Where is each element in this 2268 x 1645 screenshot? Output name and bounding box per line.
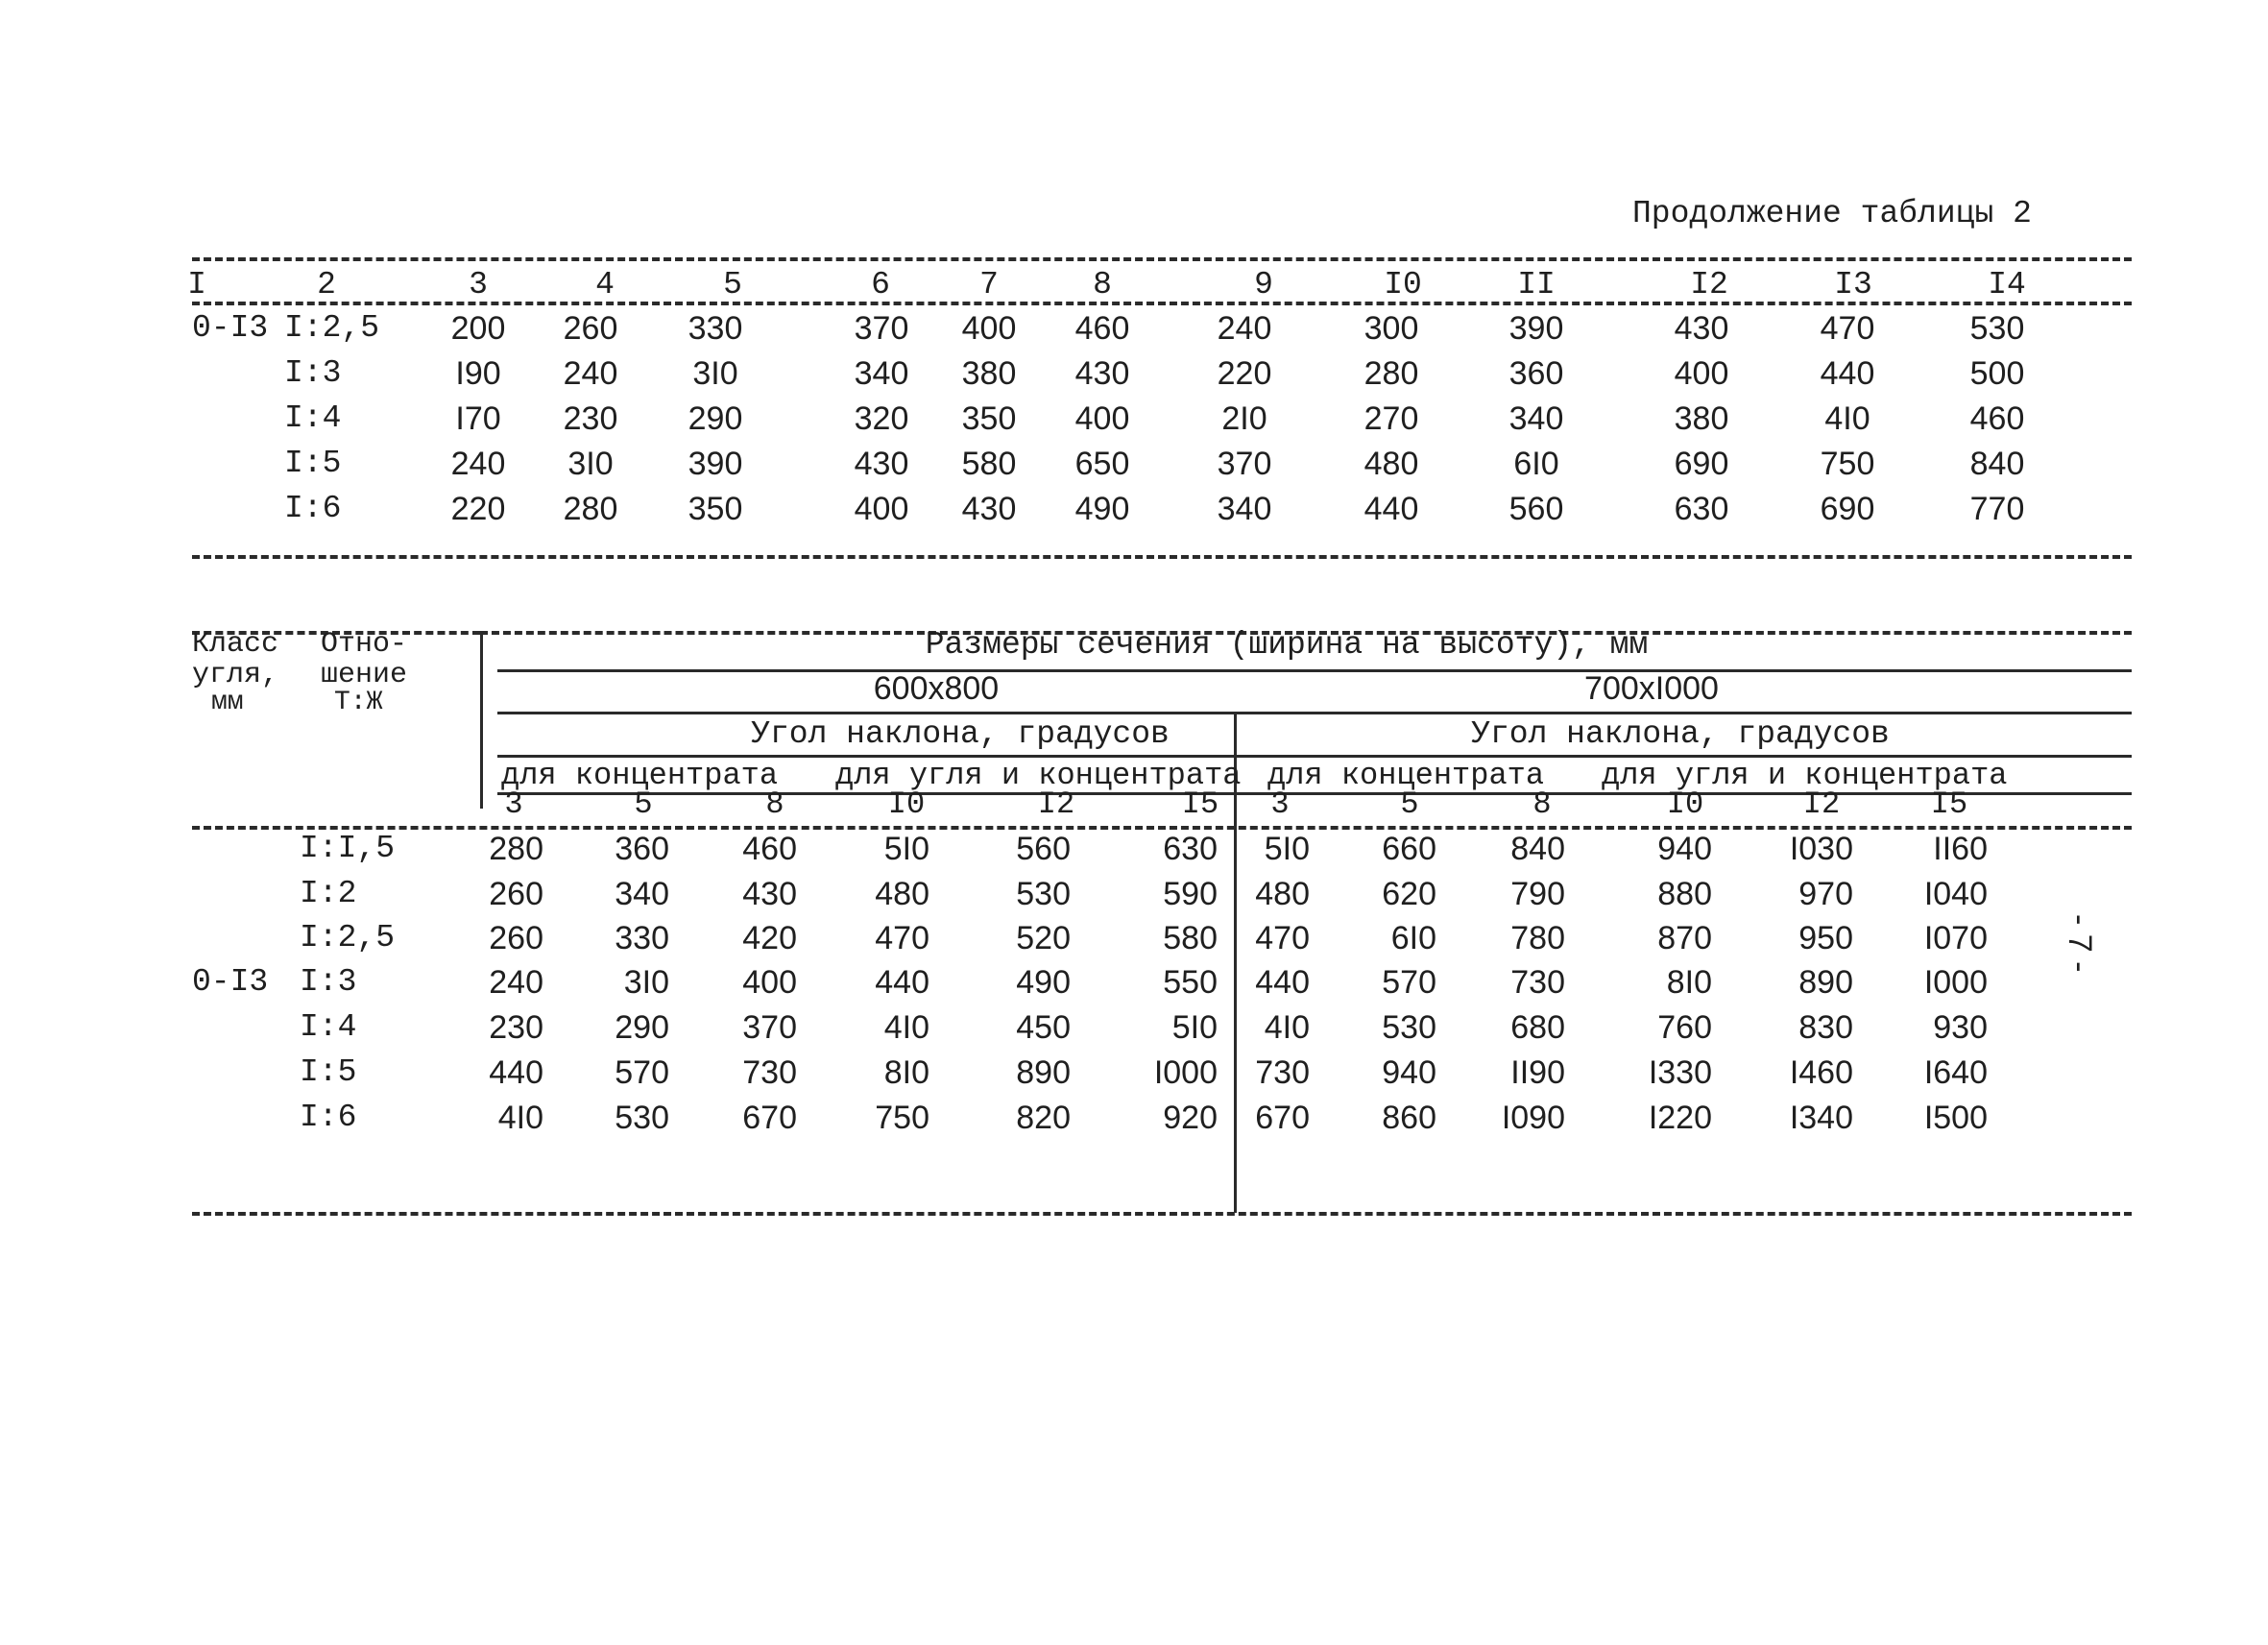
head-class-line1: Класс (192, 628, 279, 661)
col-number: 3 (469, 267, 488, 302)
table-cell: I70 (455, 400, 501, 437)
group-rule (497, 792, 2132, 795)
table-cell: 380 (961, 355, 1017, 392)
table-cell: 280 (1363, 355, 1419, 392)
table-cell: 6I0 (1390, 920, 1436, 956)
continuation-title: Продолжение таблицы 2 (1632, 196, 2032, 231)
table-cell: I500 (1923, 1100, 1988, 1136)
angle-value: I2 (1037, 786, 1075, 822)
table-cell: 330 (688, 310, 743, 347)
table-cell: 440 (489, 1054, 543, 1091)
table-cell: 660 (1382, 831, 1436, 867)
table-cell: I330 (1648, 1054, 1712, 1091)
table-cell: 280 (563, 491, 618, 527)
angle-value: 5 (1400, 786, 1419, 822)
angle-value: I0 (887, 786, 926, 822)
table-cell: 330 (615, 920, 669, 956)
table-cell: 730 (1510, 964, 1565, 1001)
table-cell: 890 (1016, 1054, 1071, 1091)
table-cell: 860 (1382, 1100, 1436, 1136)
angle-value: 8 (765, 786, 784, 822)
table-cell: I000 (1923, 964, 1988, 1001)
ratio-label: I:4 (300, 1009, 357, 1045)
table-cell: I000 (1153, 1054, 1218, 1091)
head-ratio-line3: Т:Ж (334, 688, 383, 717)
table-cell: 670 (1255, 1100, 1310, 1136)
col-number: 9 (1254, 267, 1273, 302)
ratio-label: I:5 (300, 1054, 357, 1090)
table-cell: 490 (1074, 491, 1130, 527)
col-number: 6 (871, 267, 890, 302)
col-number: I3 (1834, 267, 1872, 302)
table-cell: 620 (1382, 876, 1436, 912)
col-number: 8 (1093, 267, 1112, 302)
conc-label-600: для концентрата (501, 758, 779, 793)
table-cell: 750 (875, 1100, 929, 1136)
table-cell: 630 (1674, 491, 1729, 527)
table-cell: 470 (875, 920, 929, 956)
col-number: 5 (723, 267, 742, 302)
table-cell: 340 (1217, 491, 1272, 527)
table-cell: II60 (1933, 831, 1988, 867)
angle-600: Угол наклона, градусов (751, 716, 1170, 752)
angle-value: 3 (504, 786, 523, 822)
table-cell: 200 (450, 310, 506, 347)
ratio-label: I:4 (284, 400, 342, 436)
table-cell: 840 (1969, 446, 2025, 482)
col-number: 4 (595, 267, 615, 302)
table-cell: 530 (1969, 310, 2025, 347)
ratio-label: I:3 (284, 355, 342, 391)
ratio-label: I:2 (300, 876, 357, 911)
sizes-rule (497, 669, 2132, 672)
col-number: I0 (1384, 267, 1422, 302)
table-cell: 890 (1798, 964, 1853, 1001)
table-cell: 320 (854, 400, 909, 437)
table-cell: 230 (489, 1009, 543, 1046)
table-cell: 460 (1969, 400, 2025, 437)
table-cell: 630 (1163, 831, 1218, 867)
table-cell: 430 (854, 446, 909, 482)
angle-value: I2 (1802, 786, 1841, 822)
table-cell: 780 (1510, 920, 1565, 956)
class-label: 0-I3 (192, 964, 269, 1000)
table-cell: 750 (1820, 446, 1875, 482)
table-cell: 690 (1820, 491, 1875, 527)
table-cell: 4I0 (497, 1100, 543, 1136)
table-cell: 530 (1382, 1009, 1436, 1046)
ratio-label: I:5 (284, 446, 342, 481)
table-cell: I460 (1789, 1054, 1853, 1091)
table-cell: 770 (1969, 491, 2025, 527)
table-cell: 5I0 (1264, 831, 1310, 867)
table-cell: I90 (455, 355, 501, 392)
table-cell: 290 (688, 400, 743, 437)
col-number: I4 (1988, 267, 2026, 302)
table-cell: 340 (854, 355, 909, 392)
table-cell: 820 (1016, 1100, 1071, 1136)
table-cell: 400 (854, 491, 909, 527)
table-cell: 5I0 (883, 831, 929, 867)
table-cell: 930 (1933, 1009, 1988, 1046)
table-cell: 790 (1510, 876, 1565, 912)
size-700x1000: 700xI000 (1584, 670, 1719, 707)
table-cell: 460 (742, 831, 797, 867)
table-cell: 350 (961, 400, 1017, 437)
table-cell: 680 (1510, 1009, 1565, 1046)
table-cell: 440 (1255, 964, 1310, 1001)
table1-bottom-rule (192, 555, 2132, 559)
table-cell: 4I0 (1824, 400, 1870, 437)
ratio-label: I:2,5 (300, 920, 396, 956)
table-cell: 420 (742, 920, 797, 956)
table-cell: 340 (615, 876, 669, 912)
table-cell: 4I0 (1264, 1009, 1310, 1046)
table-cell: 2I0 (1221, 400, 1267, 437)
table-cell: 730 (742, 1054, 797, 1091)
table-cell: 480 (1255, 876, 1310, 912)
table-cell: 220 (1217, 355, 1272, 392)
table-cell: 340 (1508, 400, 1564, 437)
table-cell: 670 (742, 1100, 797, 1136)
col-number: 2 (317, 267, 336, 302)
table-cell: 530 (615, 1100, 669, 1136)
size-600x800: 600x800 (873, 670, 1000, 707)
table-cell: 730 (1255, 1054, 1310, 1091)
table-cell: 290 (615, 1009, 669, 1046)
table-cell: 870 (1657, 920, 1712, 956)
table-cell: 950 (1798, 920, 1853, 956)
table-cell: 370 (1217, 446, 1272, 482)
table-cell: 240 (450, 446, 506, 482)
table-cell: 840 (1510, 831, 1565, 867)
table-cell: 440 (1363, 491, 1419, 527)
table-cell: 240 (1217, 310, 1272, 347)
table-cell: 430 (742, 876, 797, 912)
ratio-label: I:2,5 (284, 310, 380, 346)
coal-label-600: для угля и концентрата (835, 758, 1242, 793)
table-cell: 400 (961, 310, 1017, 347)
table-cell: 390 (1508, 310, 1564, 347)
table-cell: 260 (489, 876, 543, 912)
table-cell: 350 (688, 491, 743, 527)
ratio-label: I:3 (300, 964, 357, 1000)
table-cell: I040 (1923, 876, 1988, 912)
table2-bottom-rule (192, 1212, 2132, 1216)
table-cell: 450 (1016, 1009, 1071, 1046)
table-cell: 440 (1820, 355, 1875, 392)
size-rule (497, 712, 2132, 714)
col-number: I (187, 267, 206, 302)
conc-label-700: для концентрата (1267, 758, 1545, 793)
table-cell: I640 (1923, 1054, 1988, 1091)
table-cell: 580 (1163, 920, 1218, 956)
table-cell: 430 (1674, 310, 1729, 347)
table-cell: 430 (1074, 355, 1130, 392)
table-cell: 220 (450, 491, 506, 527)
table-cell: 830 (1798, 1009, 1853, 1046)
coal-label-700: для угля и концентрата (1602, 758, 2008, 793)
table-cell: 560 (1016, 831, 1071, 867)
head-class-line2: угля, (192, 659, 279, 691)
table-cell: 3I0 (567, 446, 614, 482)
table-cell: 8I0 (1666, 964, 1712, 1001)
col-number: 7 (979, 267, 999, 302)
table-cell: 550 (1163, 964, 1218, 1001)
table-cell: 470 (1820, 310, 1875, 347)
table-cell: 390 (688, 446, 743, 482)
table-cell: 3I0 (692, 355, 738, 392)
table-cell: 480 (1363, 446, 1419, 482)
table2-header-divider (480, 631, 483, 809)
angle-value: 5 (634, 786, 653, 822)
table-cell: 520 (1016, 920, 1071, 956)
table-cell: 400 (1074, 400, 1130, 437)
angle-value: I0 (1666, 786, 1704, 822)
table-cell: I090 (1501, 1100, 1565, 1136)
page-number: - 7 - (2062, 914, 2098, 973)
angle-value: I5 (1181, 786, 1219, 822)
table-cell: 430 (961, 491, 1017, 527)
class-label: 0-I3 (192, 310, 269, 346)
table-cell: 570 (615, 1054, 669, 1091)
table-cell: 5I0 (1171, 1009, 1218, 1046)
table-cell: 500 (1969, 355, 2025, 392)
angle-value: I5 (1930, 786, 1968, 822)
angle-value: 8 (1532, 786, 1552, 822)
table-cell: 650 (1074, 446, 1130, 482)
col-number: II (1517, 267, 1556, 302)
angle-value: 3 (1270, 786, 1290, 822)
head-ratio-line2: шение (321, 659, 408, 691)
table-cell: 270 (1363, 400, 1419, 437)
table-cell: 460 (1074, 310, 1130, 347)
angle-700: Угол наклона, градусов (1471, 716, 1890, 752)
table-cell: 920 (1163, 1100, 1218, 1136)
table-cell: 760 (1657, 1009, 1712, 1046)
table-cell: 880 (1657, 876, 1712, 912)
table-cell: 570 (1382, 964, 1436, 1001)
table-cell: I220 (1648, 1100, 1712, 1136)
table-cell: 370 (854, 310, 909, 347)
table-cell: 690 (1674, 446, 1729, 482)
table-cell: 480 (875, 876, 929, 912)
head-ratio-line1: Отно- (321, 628, 408, 661)
table-cell: 470 (1255, 920, 1310, 956)
table-cell: 4I0 (883, 1009, 929, 1046)
table-cell: I340 (1789, 1100, 1853, 1136)
table-cell: I030 (1789, 831, 1853, 867)
table-cell: 580 (961, 446, 1017, 482)
table-cell: 3I0 (623, 964, 669, 1001)
table-cell: 300 (1363, 310, 1419, 347)
table-cell: 280 (489, 831, 543, 867)
table-cell: 400 (742, 964, 797, 1001)
table-cell: 530 (1016, 876, 1071, 912)
table-cell: 940 (1657, 831, 1712, 867)
table-cell: 940 (1382, 1054, 1436, 1091)
table1-top-rule (192, 257, 2132, 261)
table-cell: 230 (563, 400, 618, 437)
ratio-label: I:6 (300, 1100, 357, 1135)
table-cell: 260 (489, 920, 543, 956)
table-cell: 360 (1508, 355, 1564, 392)
table-cell: 380 (1674, 400, 1729, 437)
table-cell: 6I0 (1513, 446, 1559, 482)
head-sizes: Размеры сечения (ширина на высоту), мм (925, 627, 1649, 663)
table-cell: 970 (1798, 876, 1853, 912)
table-cell: II90 (1510, 1054, 1565, 1091)
table-cell: 360 (615, 831, 669, 867)
head-class-line3: мм (211, 688, 244, 717)
table-cell: 400 (1674, 355, 1729, 392)
ratio-label: I:I,5 (300, 831, 396, 866)
table-cell: 240 (489, 964, 543, 1001)
table-cell: 440 (875, 964, 929, 1001)
table-cell: I070 (1923, 920, 1988, 956)
col-number: I2 (1690, 267, 1728, 302)
table-cell: 370 (742, 1009, 797, 1046)
table-cell: 560 (1508, 491, 1564, 527)
ratio-label: I:6 (284, 491, 342, 526)
table-cell: 240 (563, 355, 618, 392)
table-cell: 490 (1016, 964, 1071, 1001)
table-cell: 590 (1163, 876, 1218, 912)
table-cell: 260 (563, 310, 618, 347)
table2-header-bottom-rule (192, 826, 2132, 830)
table-cell: 8I0 (883, 1054, 929, 1091)
